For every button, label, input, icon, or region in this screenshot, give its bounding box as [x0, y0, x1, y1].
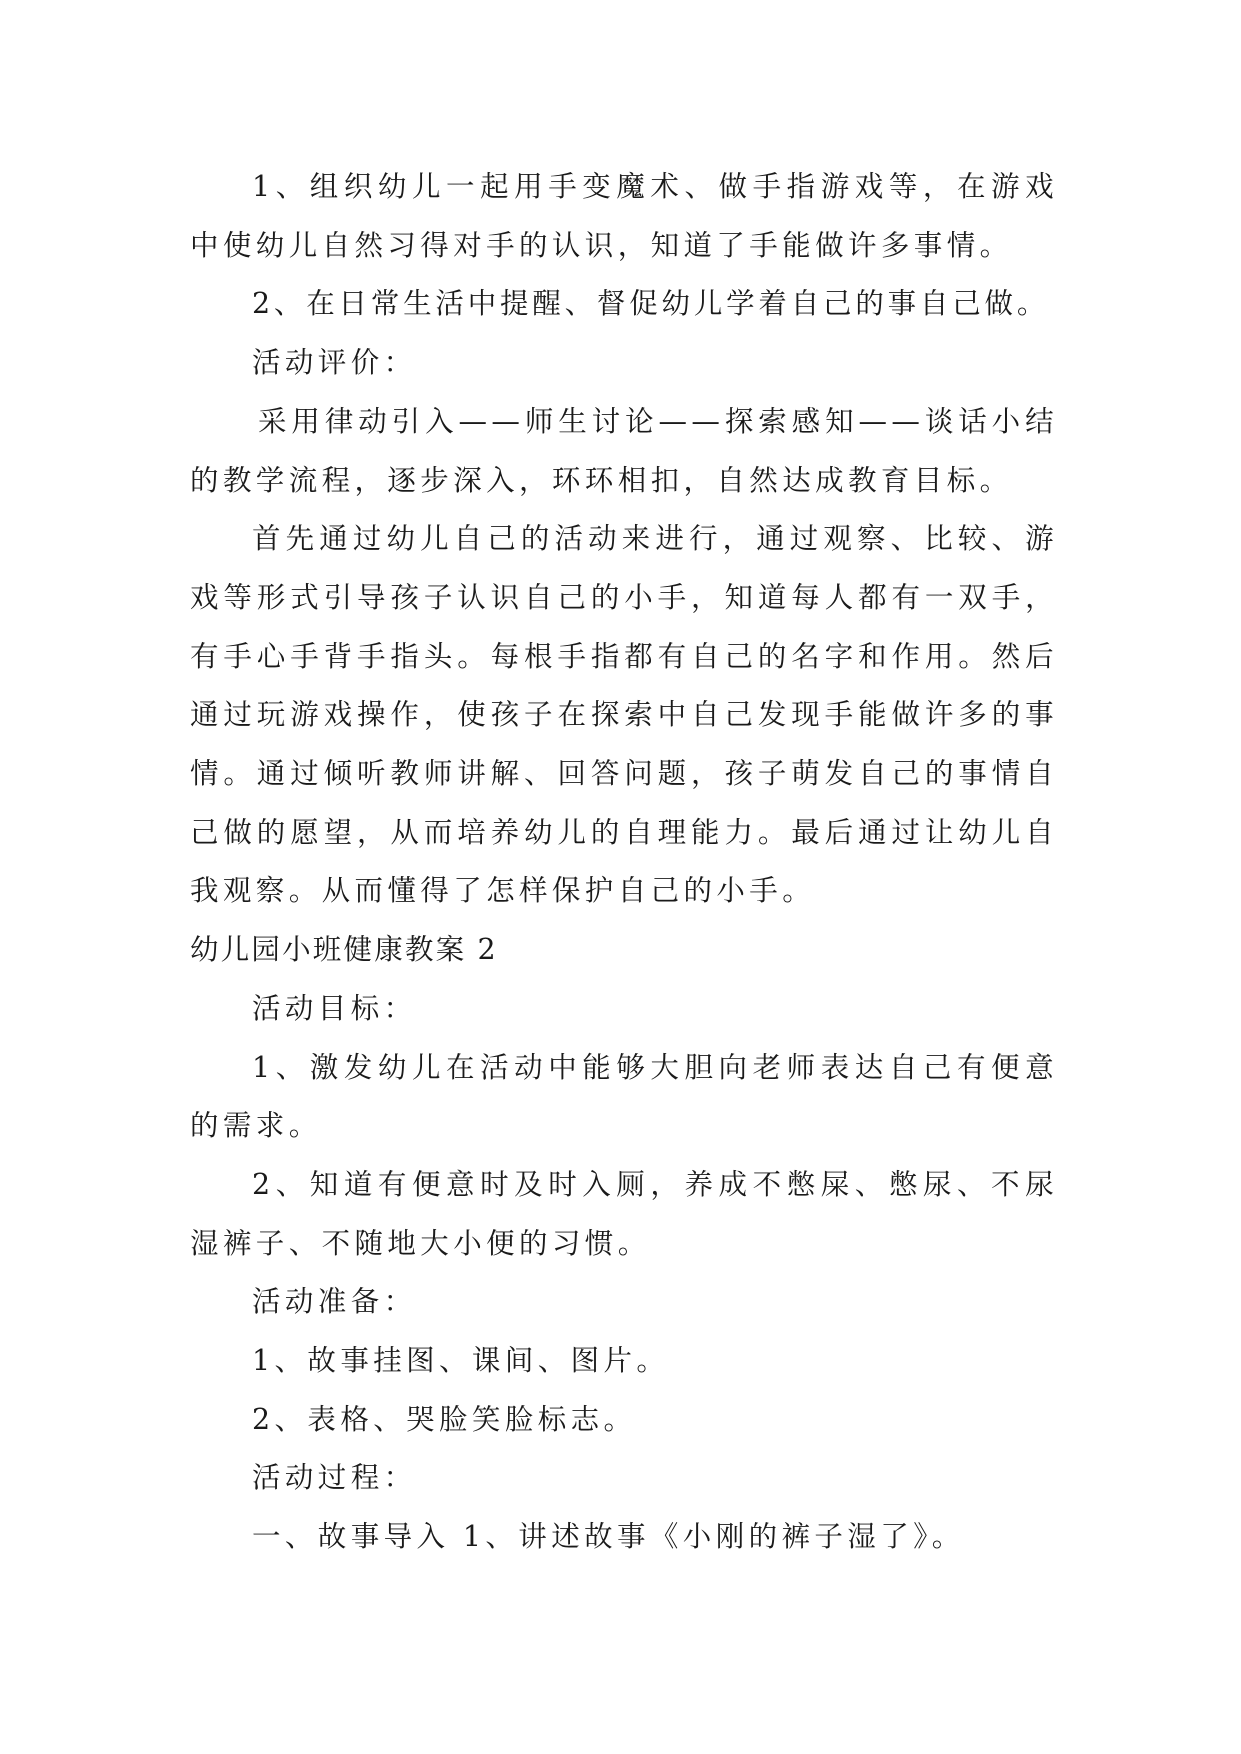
paragraph-goal-1: 1、激发幼儿在活动中能够大胆向老师表达自己有便意的需求。: [190, 1050, 1058, 1143]
paragraph-step-1: 1、组织幼儿一起用手变魔术、做手指游戏等，在游戏中使幼儿自然习得对手的认识，知道了手能做许多事情。: [190, 170, 1058, 262]
document-body: [190, 158, 1058, 1567]
paragraph-goal-2: 2、知道有便意时及时入厕，养成不憋屎、憋尿、不尿湿裤子、不随地大小便的习惯。: [190, 1167, 1058, 1260]
heading-activity-goals: 活动目标：: [252, 991, 417, 1025]
paragraph-process-1: 一、故事导入 1、讲述故事《小刚的裤子湿了》。: [252, 1520, 965, 1554]
heading-activity-preparation: 活动准备：: [252, 1285, 417, 1319]
paragraph-preparation-2: 2、表格、哭脸笑脸标志。: [252, 1402, 637, 1436]
heading-activity-evaluation: 活动评价：: [252, 346, 417, 380]
paragraph-evaluation-flow: 采用律动引入——师生讨论——探索感知——谈话小结的教学流程，逐步深入，环环相扣，自然达成教育目标。: [190, 404, 1058, 497]
section-title: 幼儿园小班健康教案 2: [190, 933, 498, 967]
paragraph-step-2: 2、在日常生活中提醒、督促幼儿学着自己的事自己做。: [252, 287, 1050, 321]
heading-activity-process: 活动过程：: [252, 1461, 417, 1495]
paragraph-evaluation-detail: 首先通过幼儿自己的活动来进行，通过观察、比较、游戏等形式引导孩子认识自己的小手，知道每人都有一双手，有手心手背手指头。每根手指都有自己的名字和作用。然后通过玩游戏操作，使孩子在探索中自己发现手能做许多的事情。通过倾听教师讲解、回答问题，孩子萌发自己的事情自己做的愿望，从而培养幼儿的自理能力。最后通过让幼儿自我观察。从而懂得了怎样保护自己的小手。: [190, 522, 1058, 908]
paragraph-preparation-1: 1、故事挂图、课间、图片。: [252, 1344, 670, 1378]
